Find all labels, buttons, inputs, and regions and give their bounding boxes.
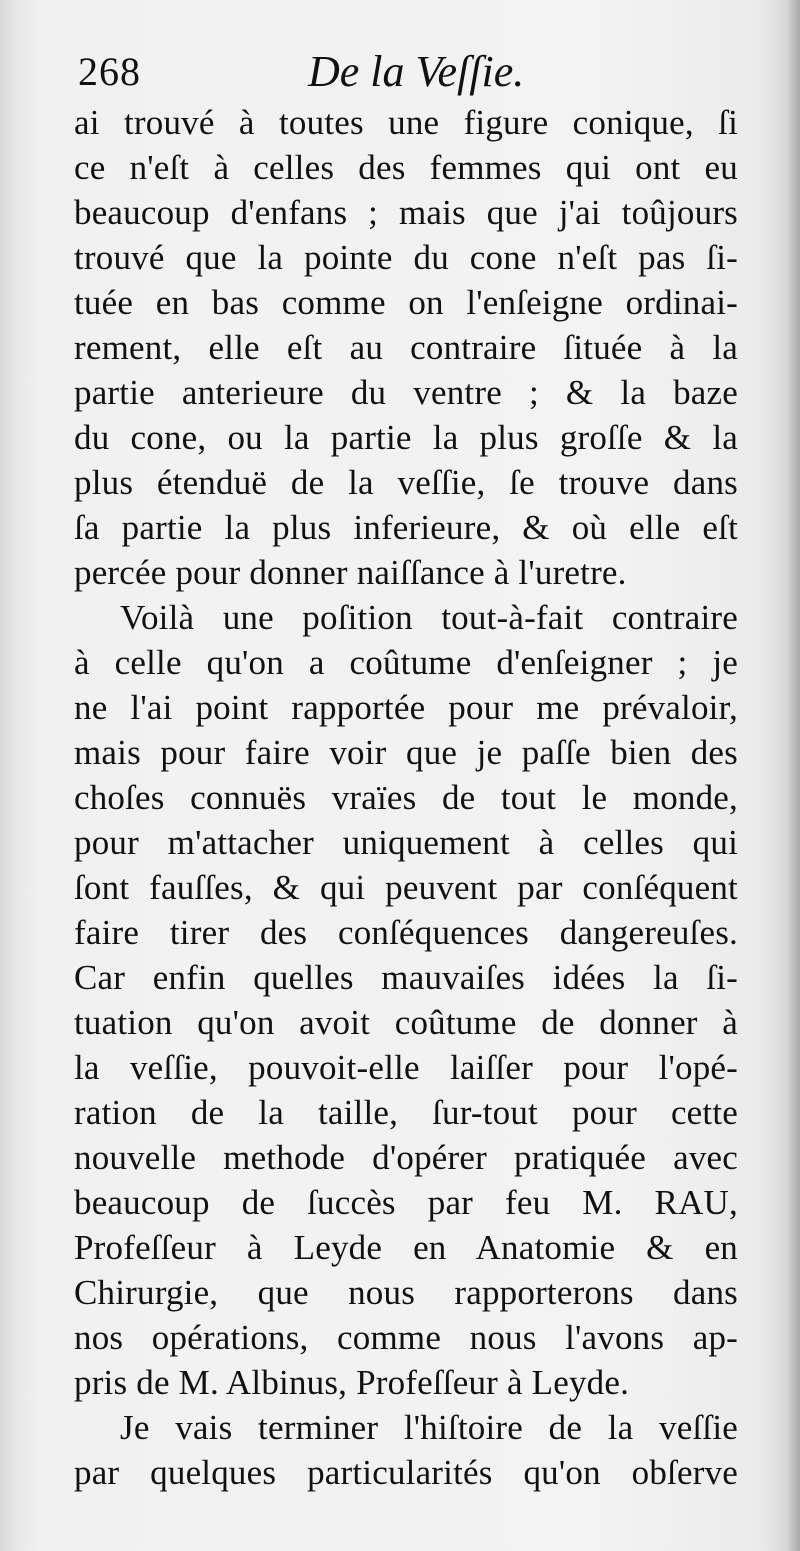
text-line: par quelques particularités qu'on obſerve	[74, 1453, 738, 1492]
text-line: beaucoup d'enfans ; mais que j'ai toûjours	[74, 193, 738, 232]
text-line: ai trouvé à toutes une figure conique, ſi	[74, 103, 738, 142]
text-line: ration de la taille, ſur-tout pour cette	[74, 1093, 738, 1132]
text-line: ne l'ai point rapportée pour me prévaloir,	[74, 688, 738, 727]
text-line: Voilà une poſition tout-à-fait contraire	[120, 598, 738, 637]
text-line: beaucoup de ſuccès par feu M. RAU,	[74, 1183, 738, 1222]
text-line: tuée en bas comme on l'enſeigne ordinai-	[74, 283, 738, 322]
text-line: ſa partie la plus inferieure, & où elle eſt	[74, 508, 738, 547]
page-edge-shadow	[786, 0, 800, 1551]
text-line: pour m'attacher uniquement à celles qui	[74, 823, 738, 862]
running-head: De la Veſſie.	[308, 47, 525, 96]
text-line: pris de M. Albinus, Profeſſeur à Leyde.	[74, 1363, 630, 1402]
text-line: Chirurgie, que nous rapporterons dans	[74, 1273, 738, 1312]
text-line: mais pour faire voir que je paſſe bien des	[74, 733, 738, 772]
text-line: Je vais terminer l'hiſtoire de la veſſie	[120, 1408, 738, 1447]
text-line: partie anterieure du ventre ; & la baze	[74, 373, 738, 412]
text-line: la veſſie, pouvoit-elle laiſſer pour l'opé-	[74, 1048, 738, 1087]
text-line: tuation qu'on avoit coûtume de donner à	[74, 1003, 738, 1042]
text-line: plus étenduë de la veſſie, ſe trouve dans	[74, 463, 738, 502]
text-line: trouvé que la pointe du cone n'eſt pas ſi-	[74, 238, 738, 277]
text-line: Car enfin quelles mauvaiſes idées la ſi-	[74, 958, 738, 997]
text-line: ſont fauſſes, & qui peuvent par conſéquent	[74, 868, 738, 907]
text-line: choſes connuës vraïes de tout le monde,	[74, 778, 738, 817]
page-header	[78, 42, 758, 102]
page-number: 268	[78, 49, 141, 94]
text-line: rement, elle eſt au contraire ſituée à la	[74, 328, 738, 367]
text-line: ce n'eſt à celles des femmes qui ont eu	[74, 148, 738, 187]
body-text	[74, 100, 738, 1495]
text-line: du cone, ou la partie la plus groſſe & la	[74, 418, 738, 457]
text-line: faire tirer des conſéquences dangereuſes.	[74, 913, 738, 952]
text-line: nouvelle methode d'opérer pratiquée avec	[74, 1138, 738, 1177]
text-line: percée pour donner naiſſance à l'uretre.	[74, 553, 627, 592]
text-line: à celle qu'on a coûtume d'enſeigner ; je	[74, 643, 738, 682]
text-line: Profeſſeur à Leyde en Anatomie & en	[74, 1228, 738, 1267]
text-line: nos opérations, comme nous l'avons ap-	[74, 1318, 738, 1357]
